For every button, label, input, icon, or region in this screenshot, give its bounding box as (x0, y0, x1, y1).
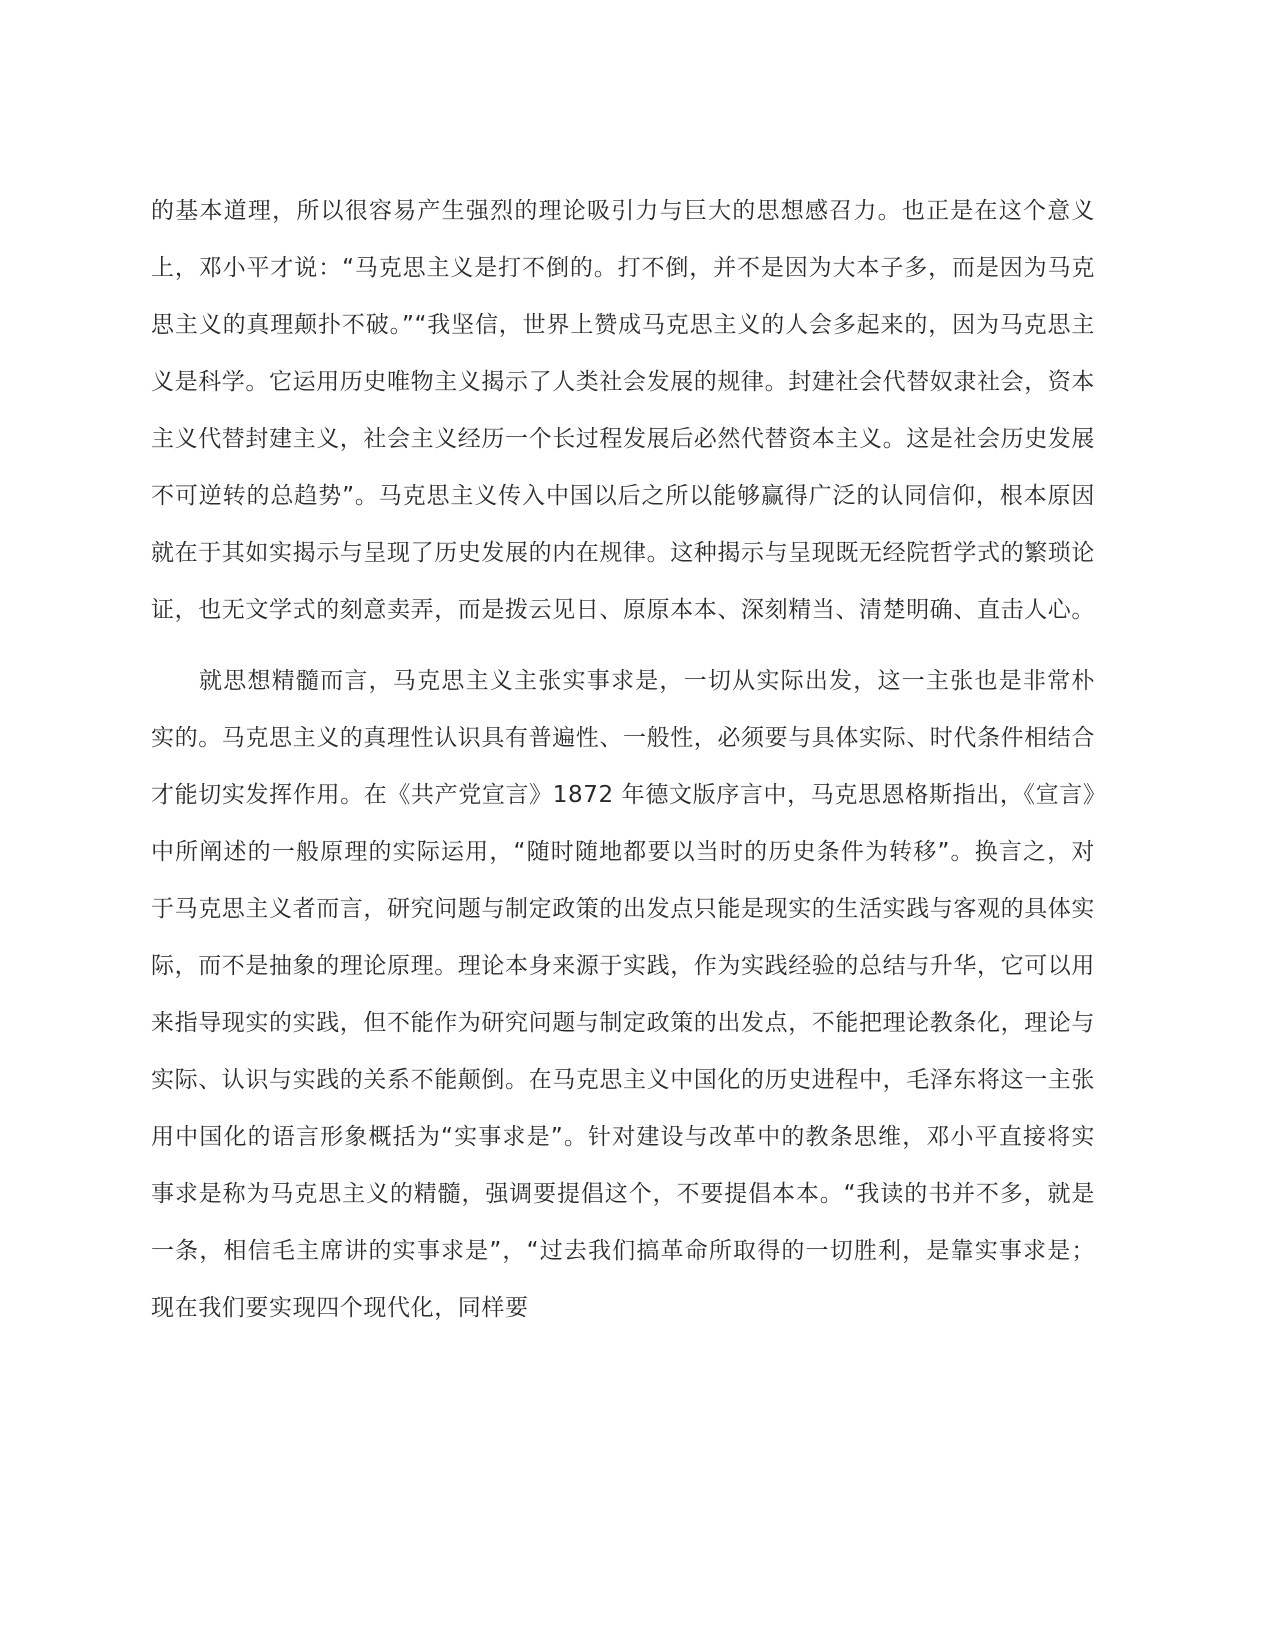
paragraph-2: 就思想精髓而言，马克思主义主张实事求是，一切从实际出发，这一主张也是非常朴实的。马克思主义的真理性认识具有普遍性、一般性，必须要与具体实际、时代条件相结合才能切实发挥作用。在《共产党宣言》1872 年德文版序言中，马克思恩格斯指出，《宣言》中所阐述的一般原理的实际运用，“随时随地都要以当时的历史条件为转移”。换言之，对于马克思主义者而言，研究问题与制定政策的出发点只能是现实的生活实践与客观的具体实际，而不是抽象的理论原理。理论本身来源于实践，作为实践经验的总结与升华，它可以用来指导现实的实践，但不能作为研究问题与制定政策的出发点，不能把理论教条化，理论与实际、认识与实践的关系不能颠倒。在马克思主义中国化的历史进程中，毛泽东将这一主张用中国化的语言形象概括为“实事求是”。针对建设与改革中的教条思维，邓小平直接将实事求是称为马克思主义的精髓，强调要提倡这个，不要提倡本本。“我读的书并不多，就是一条，相信毛主席讲的实事求是”，“过去我们搞革命所取得的一切胜利，是靠实事求是；现在我们要实现四个现代化，同样要 (151, 668, 1095, 1321)
document-body (151, 183, 1095, 1337)
paragraph-1: 的基本道理，所以很容易产生强烈的理论吸引力与巨大的思想感召力。也正是在这个意义上，邓小平才说：“马克思主义是打不倒的。打不倒，并不是因为大本子多，而是因为马克思主义的真理颠扑不破。”“我坚信，世界上赞成马克思主义的人会多起来的，因为马克思主义是科学。它运用历史唯物主义揭示了人类社会发展的规律。封建社会代替奴隶社会，资本主义代替封建主义，社会主义经历一个长过程发展后必然代替资本主义。这是社会历史发展不可逆转的总趋势”。马克思主义传入中国以后之所以能够赢得广泛的认同信仰，根本原因就在于其如实揭示与呈现了历史发展的内在规律。这种揭示与呈现既无经院哲学式的繁琐论证，也无文学式的刻意卖弄，而是拨云见日、原原本本、深刻精当、清楚明确、直击人心。 (151, 198, 1095, 623)
